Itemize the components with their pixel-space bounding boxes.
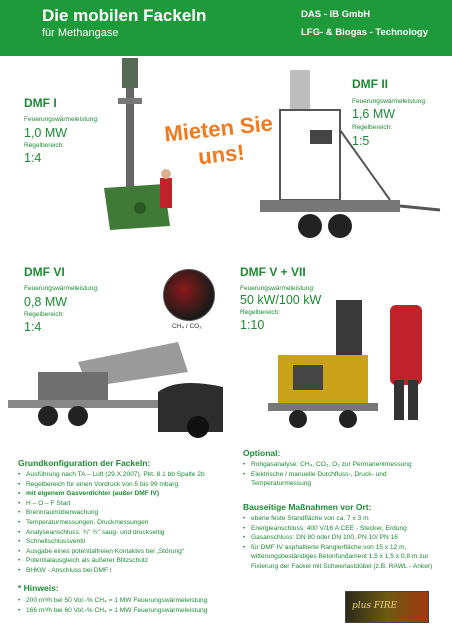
dmf2-trailer-illustration xyxy=(240,70,445,242)
dmf6-trailer-illustration xyxy=(8,332,230,440)
dmf2-photo xyxy=(240,70,445,242)
dmf6-name: DMF VI xyxy=(24,265,65,279)
page-subtitle: für Methangase xyxy=(42,27,119,39)
list-item: • 200 m³/h bei 50 Vol.-% CH₄ = 1 MW Feuerungswärmeleistung xyxy=(18,596,248,606)
list-item: • Gasanschluss: DN 80 oder DN 100, PN 10/ PN 16 xyxy=(243,533,443,543)
rent-us-slogan: Mieten Sie uns! xyxy=(163,110,275,170)
grund-list xyxy=(18,470,238,576)
bau-title: Bauseitige Maßnahmen vor Ort: xyxy=(243,502,372,512)
dmf1-power: 1,0 MW xyxy=(24,126,68,140)
list-item: • Temperaturmessungen, Druckmessungen xyxy=(18,518,238,528)
page-title: Die mobilen Fackeln xyxy=(42,6,207,25)
ch4-co2-circle-image xyxy=(163,269,215,321)
logo-text: plus FIRE xyxy=(352,601,398,611)
company-name: DAS - IB GmbH xyxy=(301,9,371,20)
dmf2-power-label: Feuerungswärmeleistung: xyxy=(352,98,427,105)
list-item: • Elektrische / manuelle Durchfluss-, Druck- und Temperaturmessung xyxy=(243,470,443,489)
list-item: • Rohgasanalyse: CH₄, CO₂, O₂ zur Permanentmessung xyxy=(243,460,443,470)
hinweis-list xyxy=(18,596,248,615)
dmf57-power-label: Feuerungswärmeleistung: xyxy=(240,285,315,292)
optional-title: Optional: xyxy=(243,448,281,458)
list-item: • BHKW - Anschluss bei DMF I xyxy=(18,566,238,576)
list-item: • mit eigenem Gasverdichter (außer DMF IV) xyxy=(18,489,238,499)
list-item: • H – O – F Start xyxy=(18,499,238,509)
dmf6-power: 0,8 MW xyxy=(24,295,68,309)
list-item: • 166 m³/h bei 60 Vol.-% CH₄ = 1 MW Feuerungswärmeleistung xyxy=(18,606,248,616)
list-item: • Brennraumüberwachung xyxy=(18,508,238,518)
dmf2-power: 1,6 MW xyxy=(352,107,396,121)
dmf1-range-label: Regelbereich: xyxy=(24,142,65,149)
dmf57-range-label: Regelbereich: xyxy=(240,309,281,316)
dmf1-name: DMF I xyxy=(24,96,57,110)
dmf2-range: 1:5 xyxy=(352,134,370,148)
hinweis-title: * Hinweis: xyxy=(18,583,59,593)
dmf2-name: DMF II xyxy=(352,77,388,91)
list-item: • Ausführung nach TA – Luft (29.X.2007), Pkt. 8.1 bb Spalte 2b xyxy=(18,470,238,480)
list-item: • für DMF IV asphaltierte Rangierfläche von 15 x 12 m, witterungsbeständiges Betonfundament 1,5 x 1,5 x 0,8 m zur Fixierung der Fackel mit Schwerlastdübel (z.B. RAWL - Anker) xyxy=(243,543,443,572)
list-item: • Regelbereich für einen Vordruck von 5 bis 99 mbarg xyxy=(18,480,238,490)
dmf57-name: DMF V + VII xyxy=(240,265,306,279)
list-item: • Analyseanschluss: ¾" ½" saug- und druckseitig xyxy=(18,528,238,538)
dmf57-range: 1:10 xyxy=(240,318,265,332)
dmf6-range: 1:4 xyxy=(24,320,42,334)
company-tagline: LFG- & Biogas - Technology xyxy=(301,27,429,38)
dmf1-range: 1:4 xyxy=(24,151,42,165)
dmf6-power-label: Feuerungswärmeleistung: xyxy=(24,285,99,292)
optional-list xyxy=(243,460,443,489)
grund-title: Grundkonfiguration der Fackeln: xyxy=(18,458,151,468)
list-item: • Schnellschlussventil xyxy=(18,537,238,547)
list-item: • Potentialausgleich als äußerer Blitzschutz xyxy=(18,556,238,566)
plusfire-logo xyxy=(345,591,429,623)
dmf2-range-label: Regelbereich: xyxy=(352,124,393,131)
hinweis-title-text: Hinweis: xyxy=(23,583,59,593)
circle-caption: CH₄ / CO₂ xyxy=(172,323,202,330)
bau-list xyxy=(243,514,443,572)
list-item: • Energieanschluss: 400 V/16 A CEE - Stecker, Erdung xyxy=(243,524,443,534)
list-item: • ebene feste Standfläche von ca. 7 x 3 m xyxy=(243,514,443,524)
dmf6-range-label: Regelbereich: xyxy=(24,311,65,318)
dmf1-power-label: Feuerungswärmeleistung: xyxy=(24,116,99,123)
dmf57-photo xyxy=(258,285,438,443)
dmf57-unit-illustration xyxy=(258,285,438,443)
list-item: • Ausgabe eines potentialfreien Kontaktes bei „Störung“ xyxy=(18,547,238,557)
dmf57-power: 50 kW/100 kW xyxy=(240,293,322,307)
dmf6-photo xyxy=(8,332,230,440)
